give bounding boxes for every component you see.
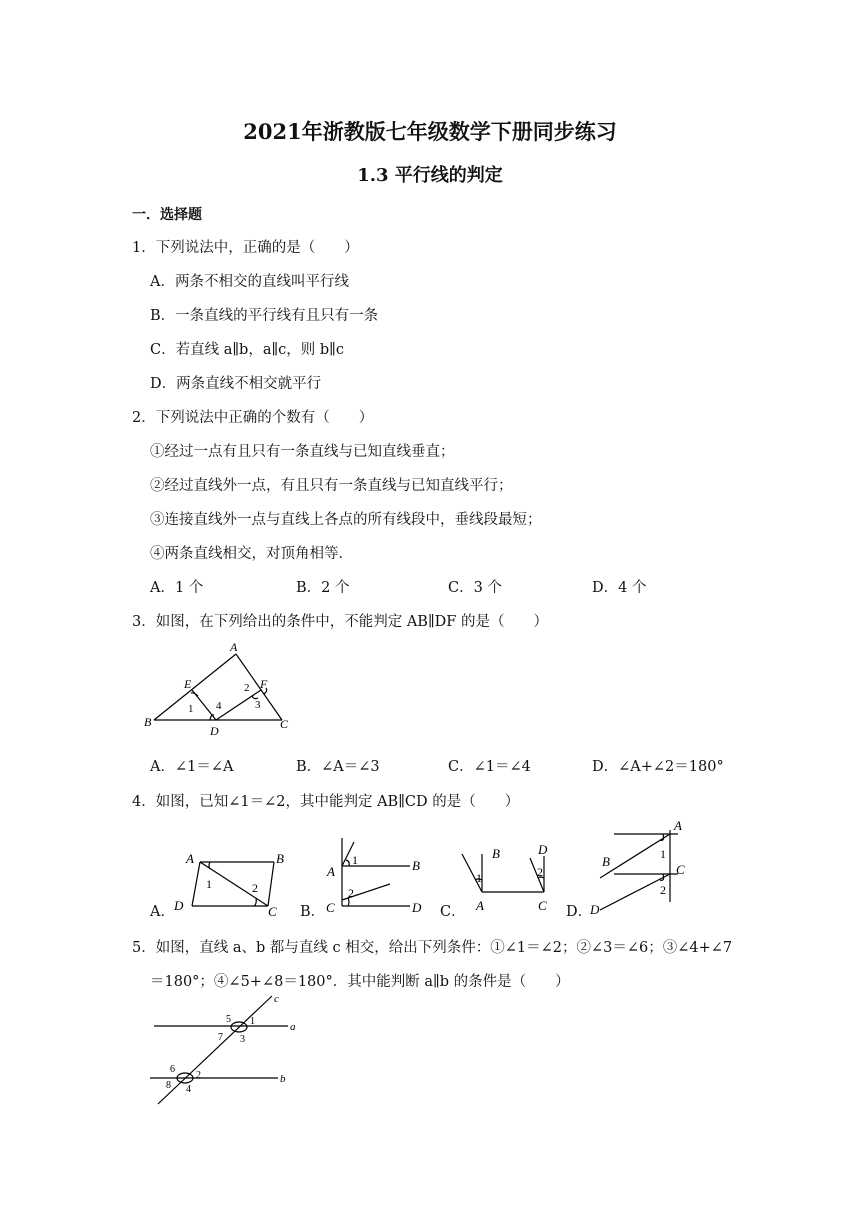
fig5-angle-1: 1	[250, 1016, 255, 1027]
fig3-label-c: C	[280, 717, 289, 731]
fig3-label-e: E	[184, 677, 192, 691]
question-5-line-2: ＝180°；④∠5+∠8＝180°．其中能判断 a∥b 的条件是（ ）	[150, 974, 570, 990]
fig4c-label-c: C	[538, 898, 547, 913]
section-heading: 一．选择题	[132, 207, 202, 223]
fig4c-angle-2: 2	[537, 865, 543, 879]
fig4d-label-d: D	[590, 902, 600, 917]
question-1-option-b: B．一条直线的平行线有且只有一条	[150, 308, 379, 324]
fig3-angle-4: 4	[216, 700, 222, 712]
question-2-option-a: A．1 个	[150, 580, 204, 596]
question-4-option-c: C．	[440, 904, 466, 920]
question-2-statement-2: ②经过直线外一点，有且只有一条直线与已知直线平行；	[150, 478, 513, 494]
question-1-option-a: A．两条不相交的直线叫平行线	[150, 274, 349, 290]
question-3-option-b: B．∠A＝∠3	[296, 759, 380, 775]
fig5-label-c: c	[274, 993, 279, 1005]
fig5-angle-4: 4	[186, 1084, 191, 1095]
fig3-angle-2: 2	[244, 682, 250, 694]
fig5-angle-2: 2	[196, 1070, 201, 1081]
fig4a-label-b: B	[276, 851, 284, 866]
fig4b-label-b: B	[412, 858, 420, 873]
question-4-option-d: D．	[566, 904, 593, 920]
fig5-label-b: b	[280, 1073, 286, 1085]
question-1-stem: 1．下列说法中，正确的是（ ）	[132, 240, 359, 256]
document-title: 2021年浙教版七年级数学下册同步练习	[243, 119, 617, 144]
question-2-statement-1: ①经过一点有且只有一条直线与已知直线垂直；	[150, 444, 455, 460]
fig4c-label-d: D	[538, 842, 548, 857]
fig4b-label-a: A	[327, 864, 335, 879]
fig3-angle-3: 3	[255, 699, 261, 711]
question-2-option-b: B．2 个	[296, 580, 350, 596]
fig3-label-a: A	[230, 640, 238, 654]
question-5-figure	[140, 992, 310, 1108]
fig5-angle-7: 7	[218, 1032, 223, 1043]
question-2-option-c: C．3 个	[448, 580, 502, 596]
fig5-angle-8: 8	[166, 1080, 171, 1091]
question-5-line-1: 5．如图，直线 a、b 都与直线 c 相交，给出下列条件：①∠1＝∠2；②∠3＝∠6；③∠4+∠7	[132, 940, 733, 956]
question-4-figure-b	[320, 830, 432, 916]
question-4-figure-c	[458, 838, 558, 916]
fig4b-label-c: C	[326, 900, 335, 915]
fig4b-label-d: D	[412, 900, 422, 915]
fig5-angle-5: 5	[226, 1014, 231, 1025]
question-3-option-c: C．∠1＝∠4	[448, 759, 531, 775]
fig5-angle-6: 6	[170, 1064, 175, 1075]
fig4c-label-b: B	[492, 846, 500, 861]
fig4a-angle-2: 2	[252, 881, 258, 895]
question-3-figure	[140, 636, 300, 740]
fig4a-label-d: D	[174, 898, 184, 913]
fig4d-label-a: A	[674, 818, 682, 833]
question-2-statement-4: ④两条直线相交，对顶角相等．	[150, 546, 353, 562]
fig4d-angle-2: 2	[660, 883, 666, 897]
question-2-statement-3: ③连接直线外一点与直线上各点的所有线段中，垂线段最短；	[150, 512, 542, 528]
fig5-angle-3: 3	[240, 1034, 245, 1045]
question-4-option-b: B．	[300, 904, 326, 920]
fig3-angle-1: 1	[188, 703, 194, 715]
fig4a-label-c: C	[268, 904, 277, 918]
fig4d-label-c: C	[676, 862, 685, 877]
fig4d-label-b: B	[602, 854, 610, 869]
question-4-stem: 4．如图，已知∠1＝∠2，其中能判定 AB∥CD 的是（ ）	[132, 794, 520, 810]
fig3-label-b: B	[144, 715, 152, 729]
question-1-option-d: D．两条直线不相交就平行	[150, 376, 322, 392]
question-2-option-d: D．4 个	[592, 580, 647, 596]
fig4b-angle-2: 2	[348, 886, 354, 900]
question-4-figure-a	[170, 848, 294, 918]
question-2-stem: 2．下列说法中正确的个数有（ ）	[132, 410, 374, 426]
question-3-option-a: A．∠1＝∠A	[150, 759, 234, 775]
question-4-figure-d	[586, 818, 696, 918]
question-3-stem: 3．如图，在下列给出的条件中，不能判定 AB∥DF 的是（ ）	[132, 614, 548, 630]
question-4-option-a: A．	[150, 904, 175, 920]
fig4c-angle-1: 1	[476, 871, 482, 885]
fig4a-angle-1: 1	[206, 877, 212, 891]
question-1-option-c: C．若直线 a∥b，a∥c，则 b∥c	[150, 342, 345, 358]
fig5-label-a: a	[290, 1021, 296, 1033]
fig3-label-f: F	[260, 677, 268, 691]
fig4d-angle-1: 1	[660, 847, 666, 861]
fig3-label-d: D	[210, 724, 219, 738]
fig4a-label-a: A	[186, 851, 194, 866]
document-subtitle: 1.3 平行线的判定	[357, 165, 503, 186]
question-3-option-d: D．∠A+∠2＝180°	[592, 759, 724, 775]
fig4c-label-a: A	[476, 898, 484, 913]
fig4b-angle-1: 1	[352, 853, 358, 867]
